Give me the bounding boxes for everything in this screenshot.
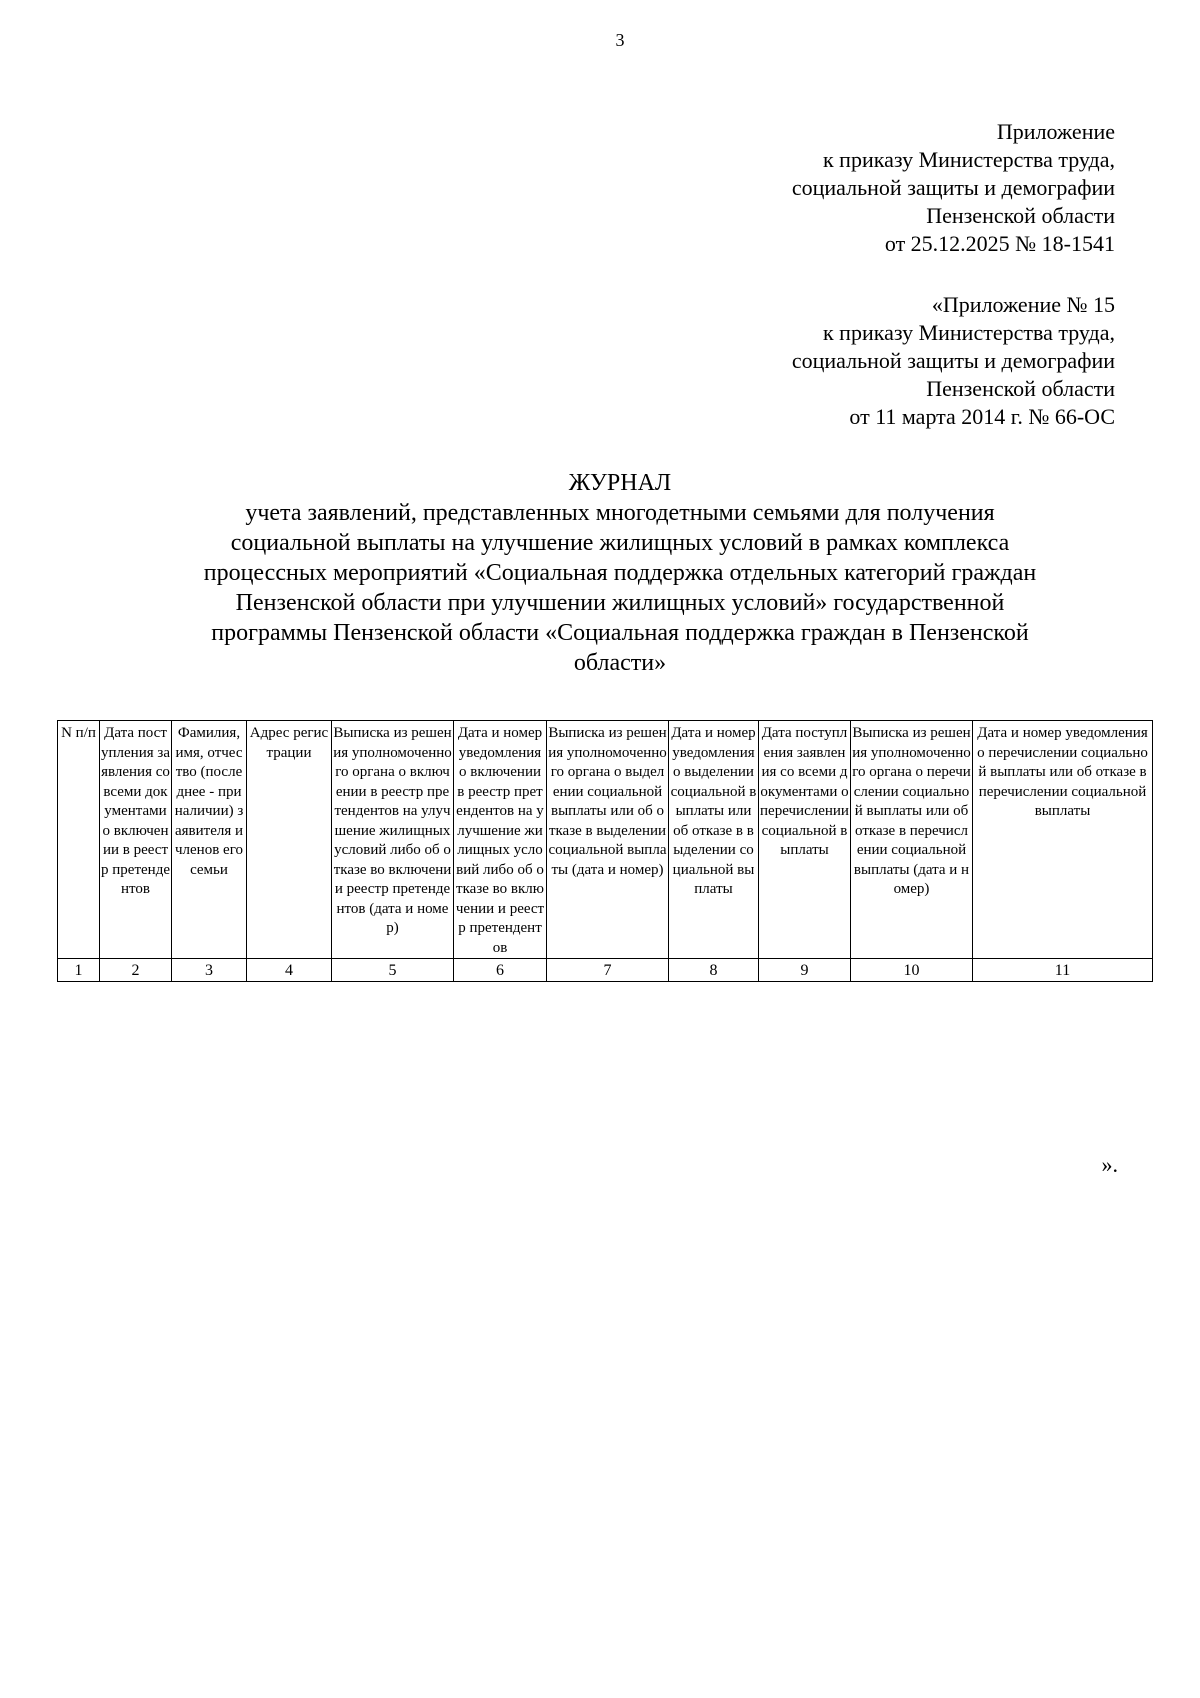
journal-title: ЖУРНАЛ (568, 470, 672, 496)
column-number: 6 (454, 959, 547, 982)
column-header: N п/п (58, 721, 100, 959)
table-column-numbers-row (58, 959, 1153, 982)
approval-line: Пензенской области (926, 376, 1115, 401)
approval-line: к приказу Министерства труда, (822, 320, 1115, 345)
column-header: Выписка из решения уполномоченного органа о включении в реестр претендентов на улучшение жилищных условий либо об отказе во включении реестр претендентов (дата и номер) (332, 721, 454, 959)
column-number: 8 (669, 959, 759, 982)
column-header: Фамилия, имя, отчество (последнее - при наличии) заявителя и членов его семьи (172, 721, 247, 959)
column-number: 2 (100, 959, 172, 982)
column-header: Дата и номер уведомления о выделении социальной выплаты или об отказе в выделении социальной выплаты (669, 721, 759, 959)
journal-subtitle-line: Пензенской области при улучшении жилищных условий» государственной (235, 590, 1005, 616)
column-header: Выписка из решения уполномоченного органа о выделении социальной выплаты или об отказе в выделении социальной выплаты (дата и номер) (547, 721, 669, 959)
column-number: 1 (58, 959, 100, 982)
column-header: Дата и номер уведомления о перечислении социальной выплаты или об отказе в перечислении социальной выплаты (973, 721, 1153, 959)
approval-line: Пензенской области (926, 203, 1115, 228)
closing-quote-mark: ». (1101, 1152, 1118, 1177)
column-number: 7 (547, 959, 669, 982)
journal-table (57, 720, 1153, 982)
journal-subtitle-line: социальной выплаты на улучшение жилищных условий в рамках комплекса (230, 530, 1010, 556)
approval-line: социальной защиты и демографии (791, 175, 1115, 200)
journal-subtitle-line: учета заявлений, представленных многодетными семьями для получения (245, 500, 995, 526)
approval-line: от 25.12.2025 № 18-1541 (884, 231, 1115, 256)
column-header: Выписка из решения уполномоченного органа о перечислении социальной выплаты или об отказе в перечислении социальной выплаты (дата и номер) (851, 721, 973, 959)
column-header: Адрес регистрации (247, 721, 332, 959)
approval-line: Приложение (996, 119, 1115, 144)
approval-line: социальной защиты и демографии (791, 348, 1115, 373)
journal-subtitle-line: программы Пензенской области «Социальная поддержка граждан в Пензенской (211, 620, 1029, 646)
column-number: 10 (851, 959, 973, 982)
journal-heading (100, 468, 1140, 678)
column-header: Дата поступления заявления со всеми документами о перечислении социальной выплаты (759, 721, 851, 959)
approval-block-previous (792, 291, 1115, 431)
column-number: 5 (332, 959, 454, 982)
column-header: Дата и номер уведомления о включении в реестр претендентов на улучшение жилищных условий либо об отказе во включении и реестр претендентов (454, 721, 547, 959)
journal-subtitle-line: области» (573, 650, 667, 676)
column-header: Дата поступления заявления со всеми документами о включении в реестр претендентов (100, 721, 172, 959)
journal-subtitle-line: процессных мероприятий «Социальная поддержка отдельных категорий граждан (203, 560, 1037, 586)
column-number: 4 (247, 959, 332, 982)
page-number: 3 (615, 30, 625, 50)
column-number: 9 (759, 959, 851, 982)
approval-line: от 11 марта 2014 г. № 66-ОС (849, 404, 1115, 429)
table-header-row (58, 721, 1153, 959)
column-number: 11 (973, 959, 1153, 982)
column-number: 3 (172, 959, 247, 982)
approval-line: «Приложение № 15 (931, 292, 1115, 317)
approval-line: к приказу Министерства труда, (822, 147, 1115, 172)
approval-block-current (792, 118, 1115, 258)
